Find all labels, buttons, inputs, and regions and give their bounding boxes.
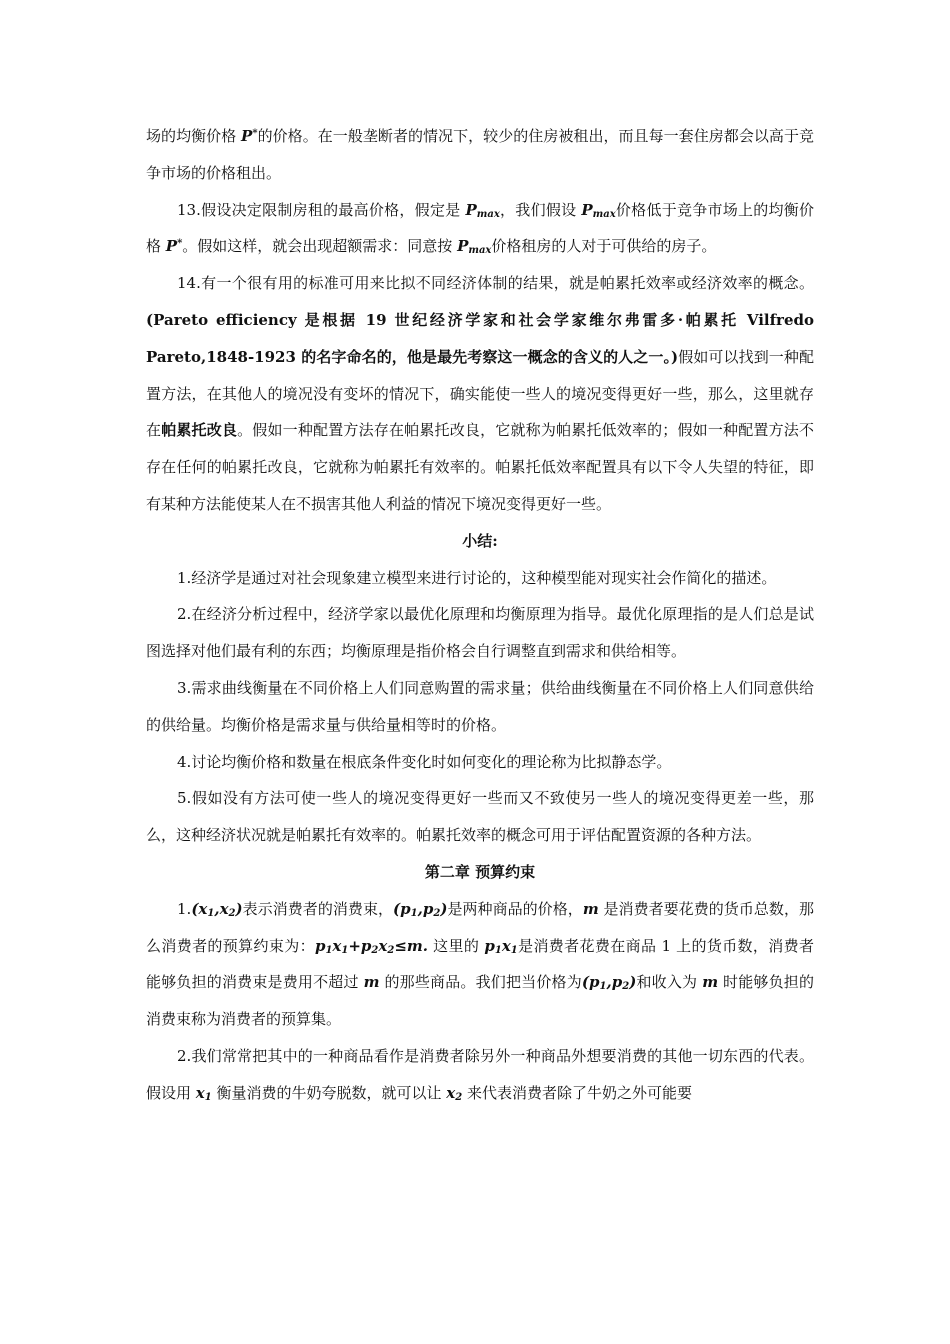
symbol-p: P [581, 200, 593, 219]
symbol-p: P [465, 200, 477, 219]
text: 1. [177, 899, 192, 918]
symbol-x2: $x_2$ [446, 1083, 463, 1103]
price-vector: $(p_1,p_2)$ [393, 899, 448, 919]
text: 价格租房的人对于可供给的房子。 [491, 237, 717, 256]
document-page [146, 118, 814, 1112]
subscript: max [468, 245, 492, 257]
summary-item-5: 5.假如没有方法可使一些人的境况变得更好一些而又不致使另一些人的境况变得更差一些，那么，这种经济状况就是帕累托有效率的。帕累托效率的概念可用于评估配置资源的各种方法。 [146, 789, 814, 845]
consumption-bundle: $(x_1,x_2)$ [191, 899, 243, 919]
paragraph-13 [146, 192, 814, 266]
text: 是消费者要花费的货币总数，那么消费者的预算约束为： [146, 899, 814, 955]
paragraph-rent-monopoly [146, 118, 814, 192]
pareto-note: (Pareto efficiency 是根据 19 世纪经济学家和社会学家维尔弗雷多·帕累托 Vilfredo Pareto,1848-1923 的名字命名的，他是最先考察这一概念的含义的人之一。) [146, 310, 814, 366]
pareto-improvement-term: 帕累托改良 [161, 421, 238, 440]
symbol-m: m [363, 973, 380, 992]
text: 来代表消费者除了牛奶之外可能要 [462, 1083, 692, 1102]
summary-item-1: 1.经济学是通过对社会现象建立模型来进行讨论的，这种模型能对现实社会作简化的描述。 [177, 568, 777, 587]
text: ，我们假设 [499, 200, 582, 219]
text: 的那些商品。我们把当价格为 [379, 973, 582, 992]
summary-heading: 小结: [462, 531, 498, 550]
subscript: max [476, 208, 500, 220]
text: 。假如一种配置方法存在帕累托改良，它就称为帕累托低效率的；假如一种配置方法不存在任何的帕累托改良，它就称为帕累托有效率的。帕累托低效率配置具有以下令人失望的特征，即有某种方法能使某人在不损害其他人利益的情况下境况变得更好一些。 [146, 421, 814, 513]
symbol-p: P [457, 237, 469, 256]
superscript: * [252, 128, 258, 139]
summary-item-3: 3.需求曲线衡量在不同价格上人们同意购置的需求量；供给曲线衡量在不同价格上人们同意供给的供给量。均衡价格是需求量与供给量相等时的价格。 [146, 678, 814, 734]
summary-item-4: 4.讨论均衡价格和数量在根底条件变化时如何变化的理论称为比拟静态学。 [177, 752, 672, 771]
superscript: * [177, 238, 183, 250]
text: 时能够负担的消费束称为消费者的预算集。 [146, 973, 814, 1029]
paragraph-14 [146, 265, 814, 523]
summary-item-2: 2.在经济分析过程中，经济学家以最优化原理和均衡原理为指导。最优化原理指的是人们总是试图选择对他们最有利的东西；均衡原理是指价格会自行调整直到需求和供给相等。 [146, 605, 814, 661]
symbol-m: m [582, 899, 599, 918]
symbol-x1: $x_1$ [195, 1083, 212, 1103]
price-vector: $(p_1,p_2)$ [581, 973, 637, 993]
chapter-2-paragraph-2 [146, 1038, 814, 1112]
symbol-p: P [241, 127, 253, 145]
text: 是两种商品的价格， [447, 899, 583, 918]
text: 和收入为 [636, 973, 703, 992]
spending-good-1: $p_1x_1$ [484, 936, 518, 956]
budget-constraint-formula: $p_1x_1+p_2x_2\le m$. [314, 936, 428, 956]
text: 14.有一个很有用的标准可用来比拟不同经济体制的结果，就是帕累托效率或经济效率的概念。 [177, 274, 814, 293]
text: 13.假设决定限制房租的最高价格，假定是 [177, 200, 466, 219]
text: 假如可以找到一种配置方法，在其他人的境况没有变坏的情况下，确实能使一些人的境况变得更好一些，那么，这里就存在 [146, 347, 814, 440]
symbol-p: P [165, 237, 178, 256]
chapter-2-title: 第二章 预算约束 [424, 862, 536, 881]
chapter-2-paragraph-1 [146, 891, 814, 1038]
text: 是消费者花费在商品 1 上的货币数，消费者能够负担的消费束是费用不超过 [146, 936, 814, 992]
text: 。假如这样，就会出现超额需求：同意按 [182, 237, 458, 256]
text: 衡量消费的牛奶夸脱数，就可以让 [211, 1083, 447, 1102]
text: 表示消费者的消费束， [242, 899, 394, 918]
text: 2.我们常常把其中的一种商品看作是消费者除另外一种商品外想要消费的其他一切东西的代表。假设用 [146, 1046, 814, 1102]
text: 价格低于竞争市场上的均衡价格 [146, 200, 814, 256]
text: 的价格。在一般垄断者的情况下，较少的住房被租出，而且每一套住房都会以高于竞争市场的价格租出。 [146, 127, 814, 182]
text: 场的均衡价格 [146, 127, 242, 145]
text: 这里的 [428, 936, 485, 955]
symbol-m: m [702, 973, 719, 992]
subscript: max [592, 208, 616, 220]
